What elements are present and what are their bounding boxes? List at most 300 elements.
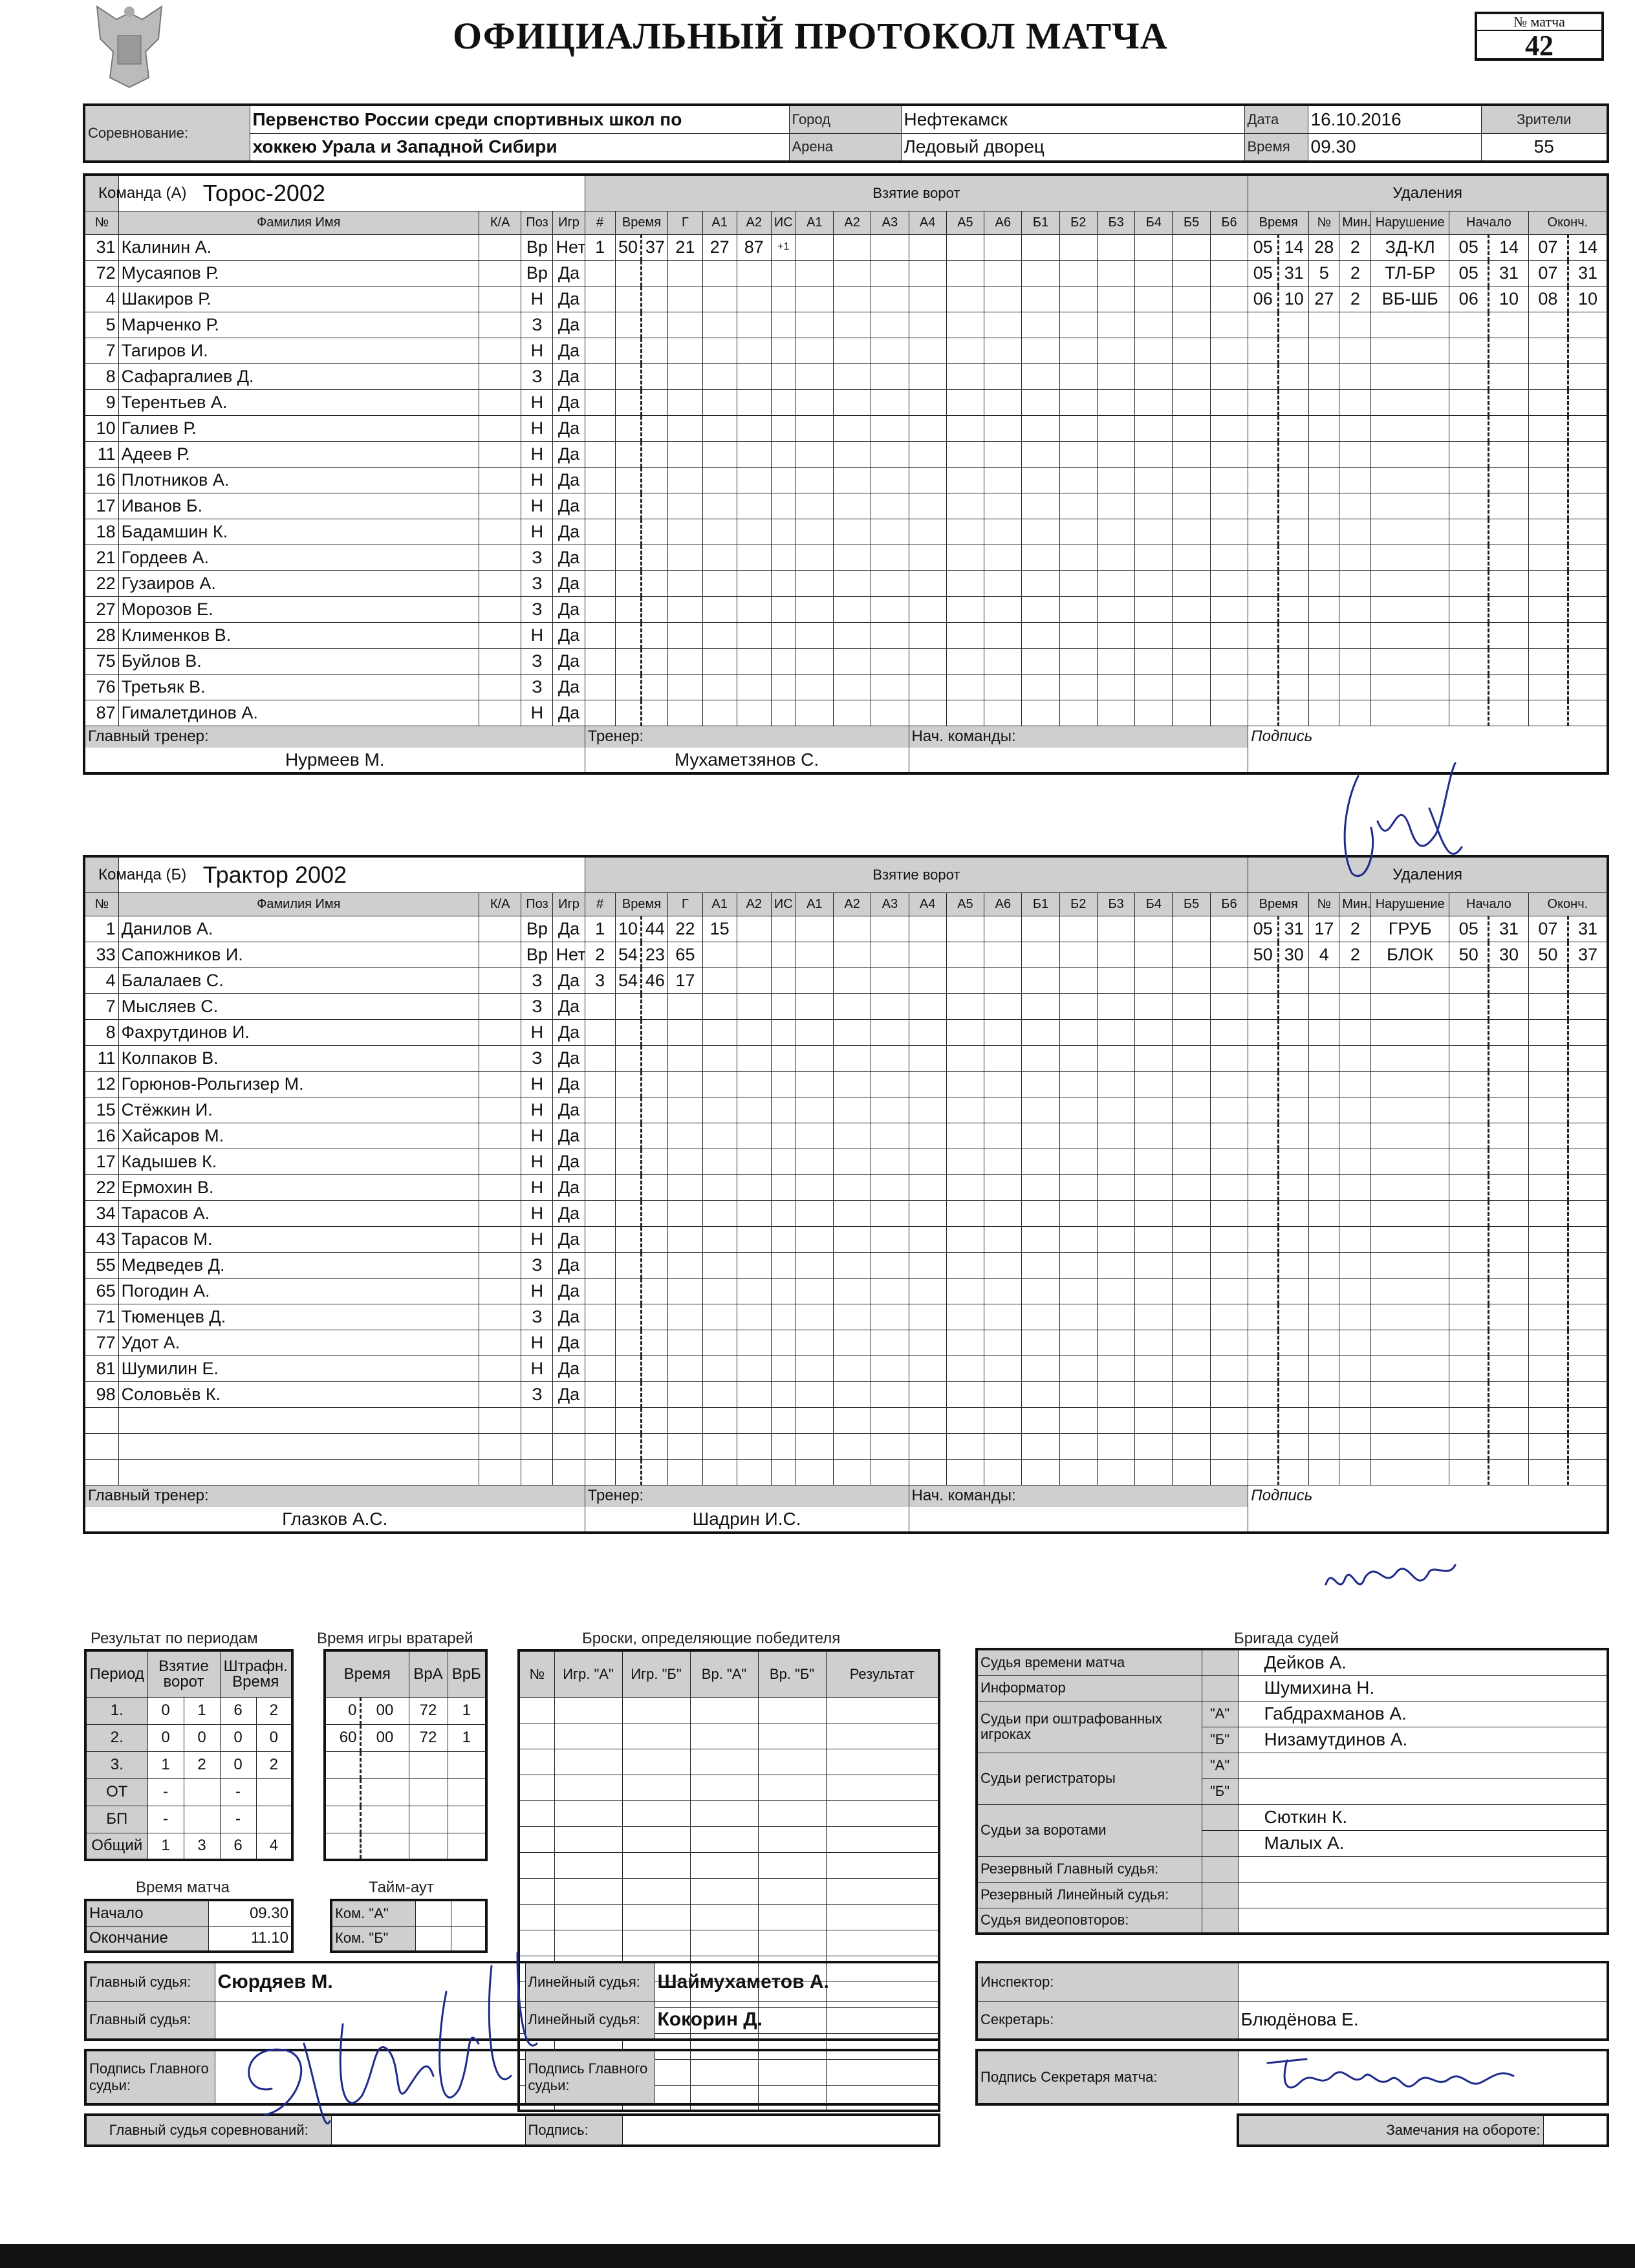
onice-cell	[1097, 1149, 1134, 1174]
goal-assist1	[702, 700, 737, 726]
goalie-minute	[325, 1806, 360, 1833]
player-plays: Да	[553, 622, 585, 648]
shootout-cell	[758, 1878, 826, 1904]
goal-minute	[615, 1200, 642, 1226]
player-captain	[479, 1407, 521, 1433]
crew-role: Информатор	[977, 1675, 1202, 1701]
player-number: 77	[84, 1330, 118, 1355]
onice-cell	[1173, 648, 1210, 674]
pen-violation	[1371, 967, 1449, 993]
goal-assist1	[702, 1330, 737, 1355]
shootout-cell	[519, 1697, 554, 1723]
pen-second	[1279, 967, 1309, 993]
goal-minute	[615, 415, 642, 441]
onice-cell	[1059, 674, 1097, 700]
onice-cell	[1022, 286, 1059, 312]
onice-cell	[1059, 1355, 1097, 1381]
goal-scorer	[668, 1459, 702, 1485]
goal-scorer	[668, 1252, 702, 1278]
player-number: 17	[84, 1149, 118, 1174]
onice-cell	[946, 967, 984, 993]
pen-player	[1309, 545, 1339, 570]
goal-scorer	[668, 312, 702, 338]
pen-start-min	[1449, 415, 1489, 441]
player-name: Плотников А.	[118, 467, 479, 493]
goal-number: 2	[585, 942, 615, 967]
comp-ref-sign-label: Подпись:	[525, 2115, 622, 2146]
goal-minute	[615, 1226, 642, 1252]
player-name: Соловьёв К.	[118, 1381, 479, 1407]
player-captain	[479, 1433, 521, 1459]
goal-minute	[615, 363, 642, 389]
goal-number	[585, 312, 615, 338]
pen-player	[1309, 519, 1339, 545]
onice-cell	[871, 967, 909, 993]
crew-side: "Б"	[1202, 1727, 1238, 1753]
col-pp-0: А1	[796, 211, 833, 234]
onice-cell	[1135, 1407, 1173, 1433]
onice-cell	[946, 622, 984, 648]
pen-violation	[1371, 1252, 1449, 1278]
onice-cell	[796, 967, 833, 993]
pen-end-sec	[1568, 1045, 1608, 1071]
onice-cell	[1135, 415, 1173, 441]
goal-situation	[771, 519, 796, 545]
pen-minutes	[1339, 312, 1371, 338]
goal-number	[585, 493, 615, 519]
goal-assist1	[702, 1123, 737, 1149]
pen-end-sec	[1568, 1278, 1608, 1304]
goal-situation	[771, 363, 796, 389]
onice-cell	[1022, 1278, 1059, 1304]
pen-minute	[1248, 415, 1279, 441]
head-coach-label: Главный тренер:	[84, 726, 585, 748]
goal-number	[585, 674, 615, 700]
onice-cell	[871, 1149, 909, 1174]
onice-cell	[871, 1278, 909, 1304]
goal-assist2	[737, 1355, 771, 1381]
goal-scorer	[668, 467, 702, 493]
goal-assist1	[702, 441, 737, 467]
match-time-title: Время матча	[136, 1879, 230, 1896]
player-position: Н	[521, 415, 553, 441]
onice-cell	[833, 1097, 871, 1123]
shootout-cell	[690, 1800, 758, 1826]
captain-label: Нач. команды:	[909, 726, 1248, 748]
player-captain	[479, 1174, 521, 1200]
onice-cell	[1059, 234, 1097, 260]
onice-cell	[1135, 993, 1173, 1019]
pen-start-sec	[1489, 1149, 1528, 1174]
onice-cell	[833, 1045, 871, 1071]
timeout-b-label: Ком. "Б"	[331, 1926, 415, 1952]
pen-end-min	[1528, 1200, 1568, 1226]
goal-second	[642, 545, 668, 570]
goal-second	[642, 622, 668, 648]
player-row	[84, 1071, 1608, 1097]
goal-situation	[771, 312, 796, 338]
player-number: 81	[84, 1355, 118, 1381]
period-value: 0	[147, 1697, 184, 1724]
goal-assist1	[702, 1200, 737, 1226]
onice-cell	[1097, 1433, 1134, 1459]
onice-cell	[1173, 1252, 1210, 1278]
goalie-b	[448, 1806, 486, 1833]
player-captain	[479, 622, 521, 648]
onice-cell	[1097, 648, 1134, 674]
goal-minute	[615, 1123, 642, 1149]
col-goal-time: Время	[615, 211, 668, 234]
onice-cell	[1210, 674, 1248, 700]
onice-cell	[1135, 648, 1173, 674]
goal-minute	[615, 1097, 642, 1123]
onice-cell	[1135, 1200, 1173, 1226]
crew-title: Бригада судей	[1234, 1630, 1339, 1647]
onice-cell	[909, 1459, 946, 1485]
onice-cell	[1173, 700, 1210, 726]
player-captain	[479, 916, 521, 942]
onice-cell	[1022, 993, 1059, 1019]
crew-side	[1202, 1856, 1238, 1882]
goal-assist1	[702, 1355, 737, 1381]
pen-violation: ВБ-ШБ	[1371, 286, 1449, 312]
onice-cell	[984, 1097, 1022, 1123]
onice-cell	[909, 1226, 946, 1252]
shootout-cell	[826, 1723, 939, 1749]
onice-cell	[1059, 389, 1097, 415]
player-position: Н	[521, 1200, 553, 1226]
player-row	[84, 493, 1608, 519]
onice-cell	[871, 674, 909, 700]
period-name: ОТ	[85, 1778, 147, 1806]
onice-cell	[1097, 622, 1134, 648]
pen-start-min	[1449, 1226, 1489, 1252]
pen-start-min	[1449, 467, 1489, 493]
onice-cell	[946, 1045, 984, 1071]
onice-cell	[909, 1174, 946, 1200]
captain-value	[909, 748, 1248, 773]
onice-cell	[1022, 916, 1059, 942]
linesman2-label: Линейный судья:	[525, 2001, 655, 2040]
onice-cell	[909, 467, 946, 493]
pen-start-sec	[1489, 1200, 1528, 1226]
goal-assist1	[702, 993, 737, 1019]
onice-cell	[833, 1149, 871, 1174]
goal-second: 44	[642, 916, 668, 942]
shootout-cell	[622, 1723, 690, 1749]
head-coach-value: Глазков А.С.	[84, 1507, 585, 1533]
onice-cell	[871, 648, 909, 674]
pen-minutes	[1339, 1252, 1371, 1278]
shootout-cell	[519, 1904, 554, 1930]
onice-cell	[946, 260, 984, 286]
onice-cell	[1022, 467, 1059, 493]
shootout-cell	[622, 1800, 690, 1826]
player-row	[84, 942, 1608, 967]
period-value	[184, 1778, 220, 1806]
goal-minute	[615, 1381, 642, 1407]
pen-minute	[1248, 1123, 1279, 1149]
player-number: 17	[84, 493, 118, 519]
pen-end-min	[1528, 1381, 1568, 1407]
goal-situation	[771, 545, 796, 570]
onice-cell	[1135, 1355, 1173, 1381]
onice-cell	[1022, 389, 1059, 415]
team_b-name: Трактор 2002	[118, 856, 585, 892]
player-row	[84, 286, 1608, 312]
onice-cell	[1173, 312, 1210, 338]
goal-minute	[615, 1252, 642, 1278]
onice-cell	[1210, 1330, 1248, 1355]
goal-assist1	[702, 622, 737, 648]
goal-assist2	[737, 338, 771, 363]
player-plays	[553, 1433, 585, 1459]
onice-cell	[871, 1019, 909, 1045]
onice-cell	[796, 648, 833, 674]
col-pen-no: №	[1309, 892, 1339, 916]
pen-end-sec	[1568, 570, 1608, 596]
goal-second	[642, 1045, 668, 1071]
crew-name	[1238, 1908, 1608, 1934]
pen-start-sec	[1489, 648, 1528, 674]
pen-minutes	[1339, 1045, 1371, 1071]
onice-cell	[1173, 1381, 1210, 1407]
col-pp-11: Б6	[1210, 892, 1248, 916]
onice-cell	[1097, 916, 1134, 942]
pen-start-sec	[1489, 1459, 1528, 1485]
onice-cell	[796, 467, 833, 493]
pen-minutes: 2	[1339, 234, 1371, 260]
pen-second	[1279, 648, 1309, 674]
col-pen-start: Начало	[1449, 892, 1529, 916]
goal-assist1	[702, 493, 737, 519]
shootout-row	[519, 1826, 939, 1852]
player-position: Н	[521, 1019, 553, 1045]
player-plays: Да	[553, 674, 585, 700]
shootout-col-2: Игр. "Б"	[622, 1650, 690, 1697]
pen-start-min	[1449, 622, 1489, 648]
captain-label: Нач. команды:	[909, 1485, 1248, 1507]
onice-cell	[1173, 1355, 1210, 1381]
player-row	[84, 700, 1608, 726]
goal-assist2	[737, 1226, 771, 1252]
onice-cell	[1059, 1304, 1097, 1330]
pen-player: 4	[1309, 942, 1339, 967]
pen-end-sec: 31	[1568, 260, 1608, 286]
pen-minute	[1248, 1045, 1279, 1071]
pen-player: 5	[1309, 260, 1339, 286]
onice-cell	[1173, 338, 1210, 363]
onice-cell	[1022, 415, 1059, 441]
secretary-sign-label: Подпись Секретаря матча:	[977, 2050, 1238, 2104]
player-number: 10	[84, 415, 118, 441]
onice-cell	[909, 1019, 946, 1045]
goal-situation	[771, 648, 796, 674]
pen-start-sec: 30	[1489, 942, 1528, 967]
head-coach-value: Нурмеев М.	[84, 748, 585, 773]
onice-cell	[1135, 338, 1173, 363]
pen-second	[1279, 493, 1309, 519]
player-plays: Да	[553, 338, 585, 363]
player-captain	[479, 389, 521, 415]
pen-end-sec	[1568, 493, 1608, 519]
pen-end-min	[1528, 1149, 1568, 1174]
pen-start-sec	[1489, 993, 1528, 1019]
player-captain	[479, 338, 521, 363]
player-name: Тарасов А.	[118, 1200, 479, 1226]
shootout-cell	[622, 1749, 690, 1775]
player-row	[84, 1149, 1608, 1174]
pen-start-sec	[1489, 1097, 1528, 1123]
onice-cell	[1059, 1174, 1097, 1200]
onice-cell	[1022, 1045, 1059, 1071]
onice-cell	[1097, 415, 1134, 441]
pen-minute	[1248, 467, 1279, 493]
goal-scorer	[668, 1278, 702, 1304]
player-position: Вр	[521, 234, 553, 260]
col-ka: К/А	[479, 211, 521, 234]
onice-cell	[1097, 312, 1134, 338]
player-row	[84, 312, 1608, 338]
goal-number	[585, 441, 615, 467]
player-plays: Да	[553, 1226, 585, 1252]
pen-start-sec	[1489, 389, 1528, 415]
goal-situation	[771, 338, 796, 363]
onice-cell	[796, 1174, 833, 1200]
onice-cell	[984, 1407, 1022, 1433]
goal-assist2	[737, 415, 771, 441]
player-position: Н	[521, 519, 553, 545]
pen-start-sec	[1489, 338, 1528, 363]
pen-start-sec	[1489, 519, 1528, 545]
goal-assist2	[737, 1304, 771, 1330]
onice-cell	[1135, 260, 1173, 286]
pen-end-sec	[1568, 1459, 1608, 1485]
goal-number	[585, 993, 615, 1019]
goal-assist1	[702, 467, 737, 493]
pen-second	[1279, 338, 1309, 363]
onice-cell	[1210, 1149, 1248, 1174]
referee-signature	[213, 1927, 550, 2141]
crew-side: "А"	[1202, 1701, 1238, 1727]
onice-cell	[1173, 1019, 1210, 1045]
goal-situation	[771, 1433, 796, 1459]
pen-minute	[1248, 1355, 1279, 1381]
player-row	[84, 545, 1608, 570]
goal-scorer	[668, 1200, 702, 1226]
player-row	[84, 338, 1608, 363]
goal-situation	[771, 1226, 796, 1252]
onice-cell	[871, 622, 909, 648]
onice-cell	[909, 1278, 946, 1304]
shootout-cell	[758, 1775, 826, 1800]
player-name: Шакиров Р.	[118, 286, 479, 312]
player-row	[84, 674, 1608, 700]
goal-second	[642, 467, 668, 493]
player-captain	[479, 570, 521, 596]
onice-cell	[871, 570, 909, 596]
goal-second	[642, 441, 668, 467]
goal-number	[585, 545, 615, 570]
pen-start-min	[1449, 1459, 1489, 1485]
onice-cell	[909, 415, 946, 441]
goal-second	[642, 1019, 668, 1045]
goal-scorer	[668, 648, 702, 674]
period-name: 3.	[85, 1751, 147, 1778]
onice-cell	[833, 1226, 871, 1252]
shootout-cell	[519, 1826, 554, 1852]
player-plays: Да	[553, 467, 585, 493]
player-row	[84, 1330, 1608, 1355]
goal-assist2	[737, 389, 771, 415]
shootout-cell	[758, 1852, 826, 1878]
player-captain	[479, 1330, 521, 1355]
onice-cell	[871, 1045, 909, 1071]
goal-scorer	[668, 363, 702, 389]
goal-minute	[615, 648, 642, 674]
pen-start-min	[1449, 389, 1489, 415]
player-position: Н	[521, 389, 553, 415]
goal-situation	[771, 967, 796, 993]
onice-cell	[946, 1226, 984, 1252]
onice-cell	[1097, 545, 1134, 570]
goalie-b-header: ВрБ	[448, 1650, 486, 1697]
player-name: Тюменцев Д.	[118, 1304, 479, 1330]
onice-cell	[946, 493, 984, 519]
player-position	[521, 1433, 553, 1459]
onice-cell	[909, 596, 946, 622]
onice-cell	[1022, 1355, 1059, 1381]
col-pp-1: А2	[833, 211, 871, 234]
goal-second	[642, 700, 668, 726]
period-value: -	[147, 1806, 184, 1833]
pen-minutes	[1339, 1226, 1371, 1252]
goal-scorer	[668, 1407, 702, 1433]
pen-minutes: 2	[1339, 916, 1371, 942]
onice-cell	[833, 338, 871, 363]
goal-assist2	[737, 1019, 771, 1045]
onice-cell	[1210, 1019, 1248, 1045]
onice-cell	[946, 1407, 984, 1433]
player-row	[84, 993, 1608, 1019]
shootout-col-1: Игр. "А"	[554, 1650, 622, 1697]
onice-cell	[946, 993, 984, 1019]
player-name: Сапожников И.	[118, 942, 479, 967]
player-name: Гордеев А.	[118, 545, 479, 570]
goal-situation	[771, 1019, 796, 1045]
onice-cell	[1059, 700, 1097, 726]
onice-cell	[796, 1019, 833, 1045]
goal-assist2	[737, 570, 771, 596]
col-pp-9: Б4	[1135, 892, 1173, 916]
pen-player	[1309, 1433, 1339, 1459]
pen-end-min	[1528, 363, 1568, 389]
pen-end-min: 07	[1528, 916, 1568, 942]
goal-situation	[771, 1407, 796, 1433]
pen-player	[1309, 596, 1339, 622]
player-captain	[479, 1355, 521, 1381]
match-number: 42	[1525, 30, 1554, 61]
goal-minute: 54	[615, 967, 642, 993]
pen-minutes	[1339, 545, 1371, 570]
crew-name: Малых А.	[1238, 1830, 1608, 1856]
onice-cell	[1097, 389, 1134, 415]
onice-cell	[1059, 648, 1097, 674]
pen-end-min	[1528, 1226, 1568, 1252]
goal-number	[585, 363, 615, 389]
onice-cell	[1210, 338, 1248, 363]
onice-cell	[871, 916, 909, 942]
